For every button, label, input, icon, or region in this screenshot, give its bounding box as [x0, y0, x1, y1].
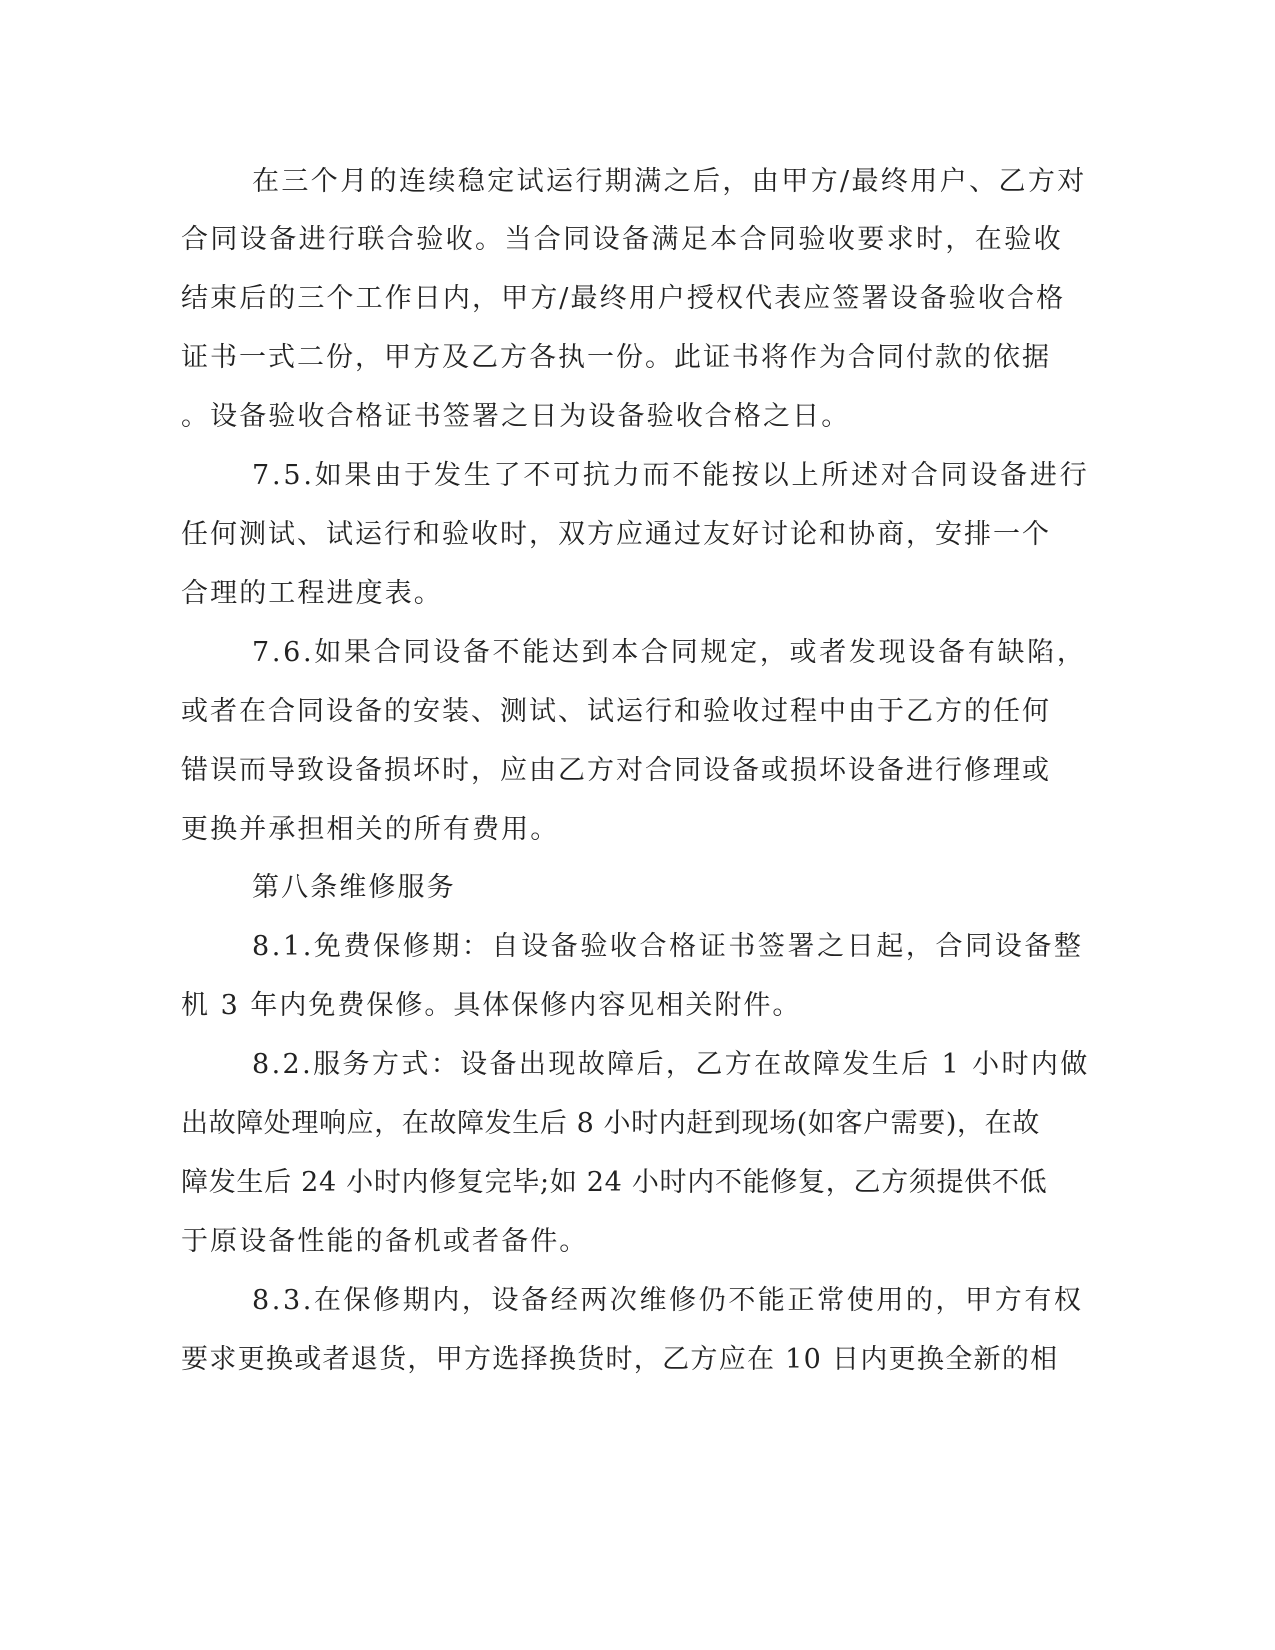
- text-line: 合同设备进行联合验收。当合同设备满足本合同验收要求时，在验收: [181, 224, 1063, 255]
- text-line: 8.1.免费保修期：自设备验收合格证书签署之日起，合同设备整: [252, 931, 1084, 962]
- text-line: 更换并承担相关的所有费用。: [181, 814, 560, 845]
- text-line: 机 3 年内免费保修。具体保修内容见相关附件。: [181, 990, 802, 1021]
- text-line: 出故障处理响应，在故障发生后 8 小时内赶到现场(如客户需要)，在故: [181, 1108, 1040, 1139]
- text-line: 要求更换或者退货，甲方选择换货时，乙方应在 10 日内更换全新的相: [181, 1344, 1059, 1375]
- text-line: 在三个月的连续稳定试运行期满之后，由甲方/最终用户、乙方对: [252, 166, 1087, 197]
- text-line: 合理的工程进度表。: [181, 578, 443, 609]
- text-line: 8.2.服务方式：设备出现故障后，乙方在故障发生后 1 小时内做: [252, 1049, 1090, 1080]
- text-line: 7.6.如果合同设备不能达到本合同规定，或者发现设备有缺陷，: [252, 637, 1087, 668]
- text-line: 7.5.如果由于发生了不可抗力而不能按以上所述对合同设备进行: [252, 460, 1090, 491]
- text-line: 障发生后 24 小时内修复完毕;如 24 小时内不能修复，乙方须提供不低: [181, 1167, 1048, 1198]
- text-line: 证书一式二份，甲方及乙方各执一份。此证书将作为合同付款的依据: [181, 342, 1051, 373]
- text-line: 于原设备性能的备机或者备件。: [181, 1226, 589, 1257]
- text-line: 8.3.在保修期内，设备经两次维修仍不能正常使用的，甲方有权: [252, 1285, 1084, 1316]
- text-line: 结束后的三个工作日内，甲方/最终用户授权代表应签署设备验收合格: [181, 283, 1066, 314]
- text-line: 任何测试、试运行和验收时，双方应通过友好讨论和协商，安排一个: [181, 519, 1051, 550]
- text-line: 或者在合同设备的安装、测试、试运行和验收过程中由于乙方的任何: [181, 696, 1051, 727]
- section-heading: 第八条维修服务: [252, 872, 456, 903]
- text-line: 错误而导致设备损坏时，应由乙方对合同设备或损坏设备进行修理或: [181, 755, 1051, 786]
- text-line: 。设备验收合格证书签署之日为设备验收合格之日。: [181, 401, 851, 432]
